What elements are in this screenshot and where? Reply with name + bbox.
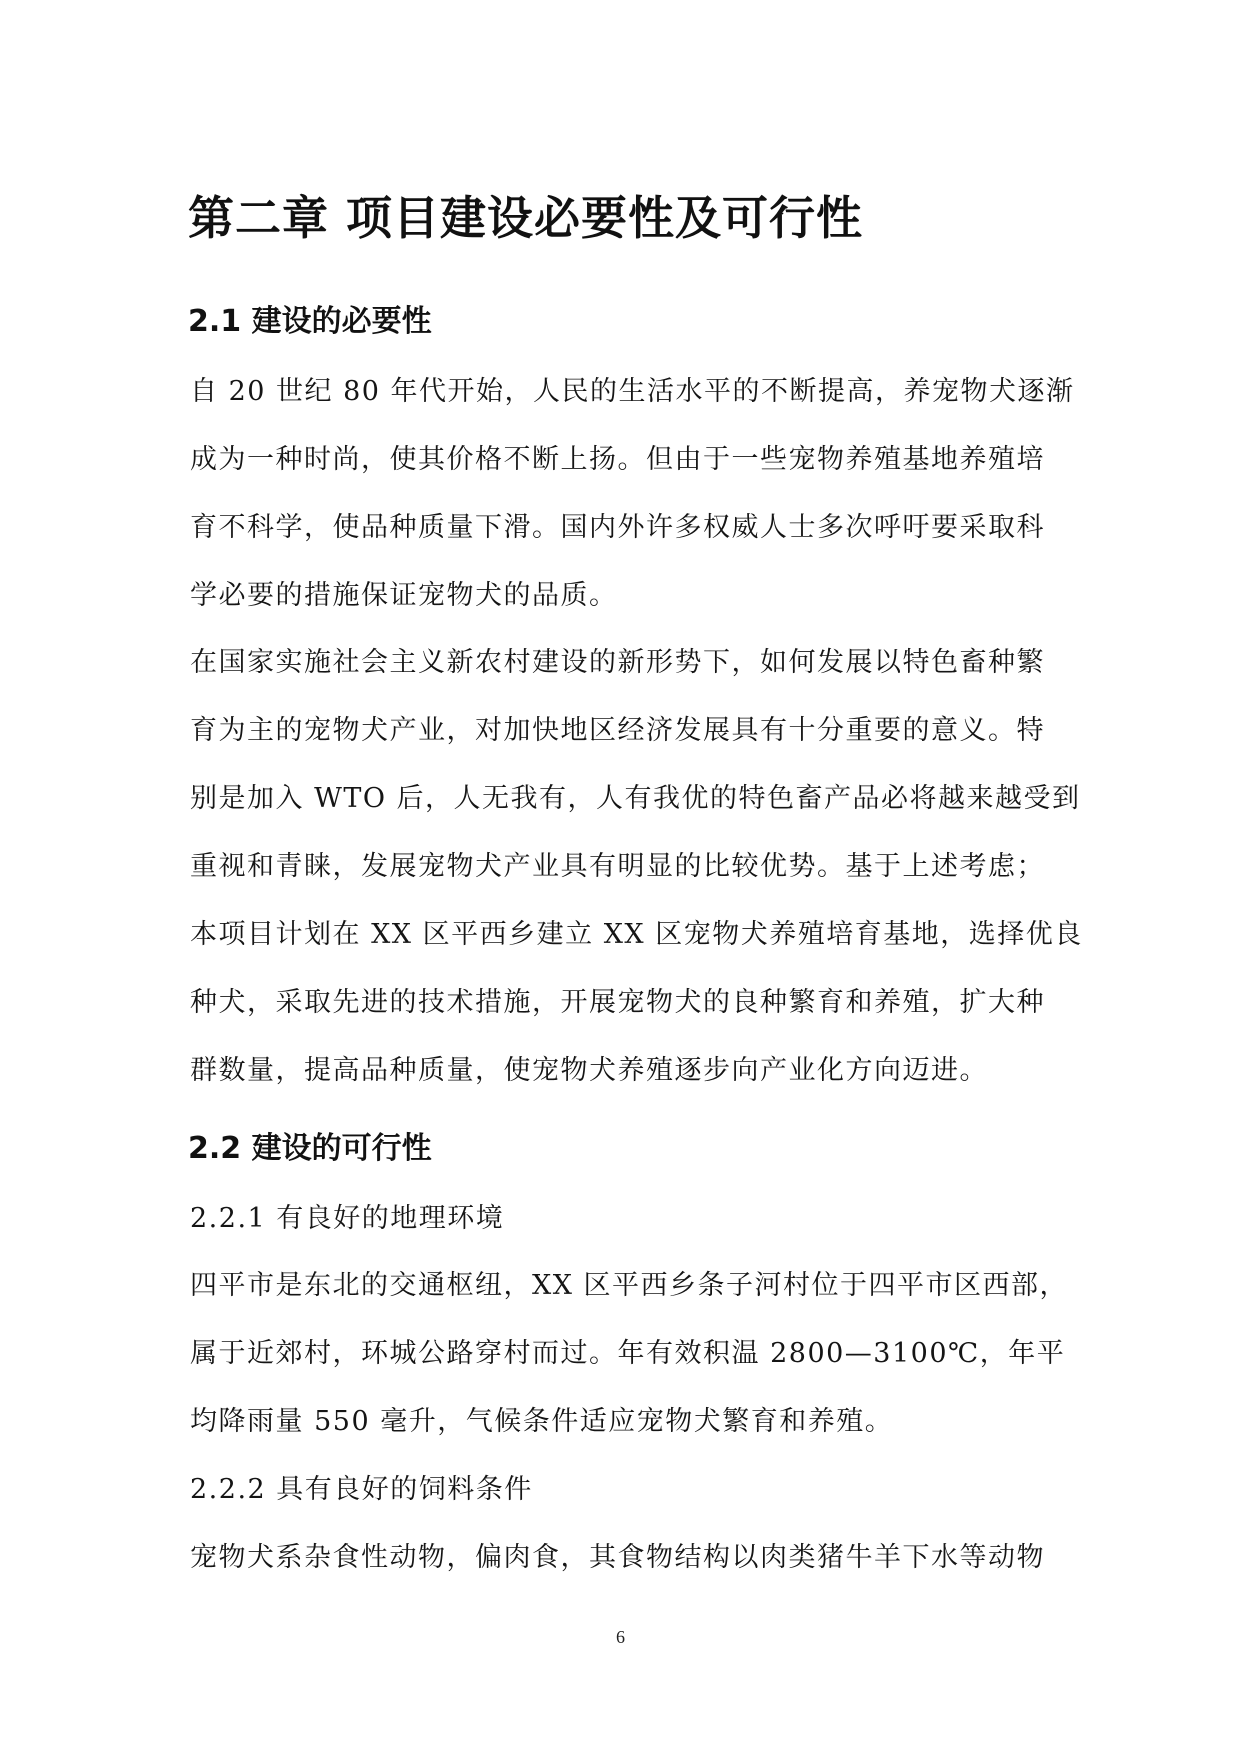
paragraph-line: 学必要的措施保证宠物犬的品质。 — [190, 580, 618, 611]
paragraph-line: 重视和青睐，发展宠物犬产业具有明显的比较优势。基于上述考虑； — [190, 851, 1045, 882]
page-number: 6 — [616, 1627, 625, 1647]
section-heading-necessity: 2.1 建设的必要性 — [188, 304, 432, 339]
paragraph-line: 别是加入 WTO 后，人无我有，人有我优的特色畜产品必将越来越受到 — [190, 783, 1081, 814]
paragraph-line: 育为主的宠物犬产业，对加快地区经济发展具有十分重要的意义。特 — [190, 715, 1045, 746]
subsection-heading-feed: 2.2.2 具有良好的饲料条件 — [190, 1474, 533, 1505]
paragraph-line: 四平市是东北的交通枢纽，XX 区平西乡条子河村位于四平市区西部， — [190, 1270, 1069, 1301]
paragraph-line: 在国家实施社会主义新农村建设的新形势下，如何发展以特色畜种繁 — [190, 647, 1045, 678]
paragraph-line: 属于近郊村，环城公路穿村而过。年有效积温 2800—3100℃，年平 — [190, 1338, 1066, 1369]
paragraph-line: 宠物犬系杂食性动物，偏肉食，其食物结构以肉类猪牛羊下水等动物 — [190, 1542, 1045, 1573]
paragraph-line: 自 20 世纪 80 年代开始，人民的生活水平的不断提高，养宠物犬逐渐 — [190, 376, 1075, 407]
paragraph-line: 成为一种时尚，使其价格不断上扬。但由于一些宠物养殖基地养殖培 — [190, 444, 1045, 475]
paragraph-line: 育不科学，使品种质量下滑。国内外许多权威人士多次呼吁要采取科 — [190, 512, 1045, 543]
paragraph-line: 本项目计划在 XX 区平西乡建立 XX 区宠物犬养殖培育基地，选择优良 — [190, 919, 1083, 950]
section-heading-feasibility: 2.2 建设的可行性 — [188, 1131, 432, 1166]
subsection-heading-geography: 2.2.1 有良好的地理环境 — [190, 1203, 505, 1234]
paragraph-line: 均降雨量 550 毫升，气候条件适应宠物犬繁育和养殖。 — [190, 1406, 894, 1437]
paragraph-line: 群数量，提高品种质量，使宠物犬养殖逐步向产业化方向迈进。 — [190, 1055, 988, 1086]
chapter-title: 第二章 项目建设必要性及可行性 — [188, 191, 864, 245]
paragraph-line: 种犬，采取先进的技术措施，开展宠物犬的良种繁育和养殖，扩大种 — [190, 987, 1045, 1018]
